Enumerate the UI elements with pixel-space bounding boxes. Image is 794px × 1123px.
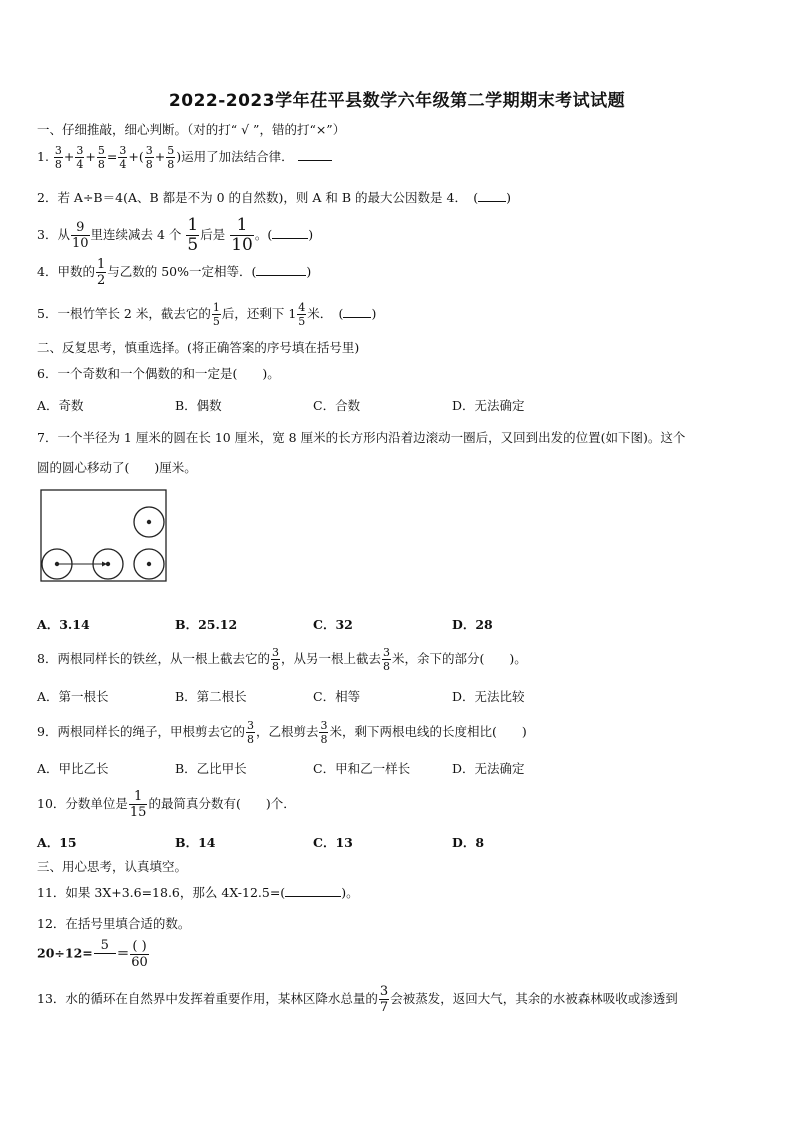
question-12-equation: 20÷12= 5 ＝ $\frac{( )}{60}$ [37,938,148,970]
page-title: 2022-2023学年茌平县数学六年级第二学期期末考试试题 [168,91,626,111]
fraction: $\frac{3}{8}$ [382,646,390,673]
fraction: 5 [94,939,116,969]
fraction: $\frac{1}{15}$ [129,789,147,820]
answer-blank[interactable] [272,238,308,239]
arrow-head [102,562,107,567]
option-a[interactable]: A．奇数 [37,398,84,413]
fraction: $\frac{5}{8}$ [97,144,105,171]
option-b[interactable]: B．偶数 [175,398,222,413]
fraction: $\frac{3}{4}$ [76,144,84,171]
answer-blank[interactable] [478,201,506,202]
answer-blank[interactable] [298,160,332,161]
answer-blank[interactable] [285,896,341,897]
question-7: 7．一个半径为 1 厘米的圆在长 10 厘米，宽 8 厘米的长方形内沿着边滚动一圈后，又回到出发的位置(如下图)。这个 [37,430,686,445]
fraction: $\frac{3}{4}$ [119,144,127,171]
fraction: $\frac{1}{2}$ [96,257,106,288]
question-11: 11．如果 3X+3.6=18.6，那么 4X-12.5=( )。 [37,885,359,900]
question-9: 9．两根同样长的绳子，甲根剪去它的 $\frac{3}{8}$ ，乙根剪去 $\frac{3}{8}$ 米，剩下两根电线的长度相比( ) [37,719,527,746]
question-12: 12．在括号里填合适的数。 [37,916,191,931]
question-5: 5．一根竹竿长 2 米，截去它的 $\frac{1}{5}$ 后，还剩下 1 $\frac{4}{5}$ 米． ( ) [37,301,377,328]
option-d[interactable]: D．28 [452,617,493,632]
option-b[interactable]: B．第二根长 [175,689,247,704]
fraction: $\frac{3}{8}$ [54,144,62,171]
question-8: 8．两根同样长的铁丝，从一根上截去它的 $\frac{3}{8}$ ，从另一根上截去 $\frac{3}{8}$ 米，余下的部分( )。 [37,646,527,673]
question-1: 1. $\frac{3}{8}$ + $\frac{3}{4}$ + $\frac{5}{8}$ = $\frac{3}{4}$ +( $\frac{3}{8}$ + $\frac{5}{8}$ )运用了加法结合律． [37,145,764,170]
answer-blank[interactable]: ( ) [130,940,149,955]
fraction: $\frac{4}{5}$ [298,301,306,328]
option-c[interactable]: C．合数 [313,398,361,413]
option-a[interactable]: A．甲比乙长 [37,761,109,776]
option-b[interactable]: B．25.12 [175,617,238,632]
fraction: $\frac{3}{7}$ [379,984,389,1015]
option-d[interactable]: D．无法确定 [452,398,525,413]
option-b[interactable]: B．乙比甲长 [175,761,247,776]
question-7-line-2: 圆的圆心移动了( )厘米。 [37,460,197,475]
section-2-heading: 二、反复思考，慎重选择。(将正确答案的序号填在括号里) [37,340,360,355]
question-6: 6．一个奇数和一个偶数的和一定是( )。 [37,366,280,381]
section-3-heading: 三、用心思考，认真填空。 [37,859,188,874]
circle-center-dot [55,562,59,566]
fraction: $\frac{1}{5}$ [187,215,199,255]
option-c[interactable]: C．13 [313,835,353,850]
option-a[interactable]: A．第一根长 [37,689,109,704]
question-13: 13．水的循环在自然界中发挥着重要作用，某林区降水总量的 $\frac{3}{7}$ 会被蒸发，返回大气，其余的水被森林吸收或渗透到 [37,984,678,1015]
option-d[interactable]: D．无法比较 [452,689,525,704]
option-a[interactable]: A．3.14 [37,617,90,632]
fraction: $\frac{3}{8}$ [271,646,279,673]
question-3: 3．从 $\frac{9}{10}$ 里连续减去 4 个 $\frac{1}{5}$ 后是 $\frac{1}{10}$ 。( ) [37,215,314,255]
option-c[interactable]: C．相等 [313,689,361,704]
fraction: $\frac{3}{8}$ [246,719,254,746]
fraction: $\frac{( )}{60}$ [131,938,148,970]
option-c[interactable]: C．32 [313,617,353,632]
option-d[interactable]: D．无法确定 [452,761,525,776]
question-2: 2．若 A÷B＝4(A、B 都是不为 0 的自然数)，则 A 和 B 的最大公因数是 4． ( ) [37,190,511,205]
question-10: 10．分数单位是 $\frac{1}{15}$ 的最简真分数有( )个． [37,789,296,820]
fraction: $\frac{3}{8}$ [145,144,153,171]
answer-blank[interactable] [343,317,371,318]
answer-blank[interactable] [94,954,116,969]
fraction: $\frac{3}{8}$ [320,719,328,746]
option-c[interactable]: C．甲和乙一样长 [313,761,411,776]
fraction: $\frac{9}{10}$ [71,220,89,251]
fraction: $\frac{5}{8}$ [167,144,175,171]
fraction: $\frac{1}{5}$ [212,301,220,328]
circle-center-dot [147,520,151,524]
rectangle [41,490,166,581]
option-a[interactable]: A．15 [37,835,77,850]
answer-blank[interactable] [256,275,306,276]
question-4: 4．甲数的 $\frac{1}{2}$ 与乙数的 50%一定相等．( ) [37,257,312,288]
section-1-heading: 一、仔细推敲，细心判断。（对的打“ √ ”，错的打“×”） [37,122,346,137]
option-b[interactable]: B．14 [175,835,216,850]
fraction: $\frac{1}{10}$ [231,215,253,255]
circle-center-dot [147,562,151,566]
rolling-circle-diagram [38,487,170,585]
option-d[interactable]: D．8 [452,835,485,850]
